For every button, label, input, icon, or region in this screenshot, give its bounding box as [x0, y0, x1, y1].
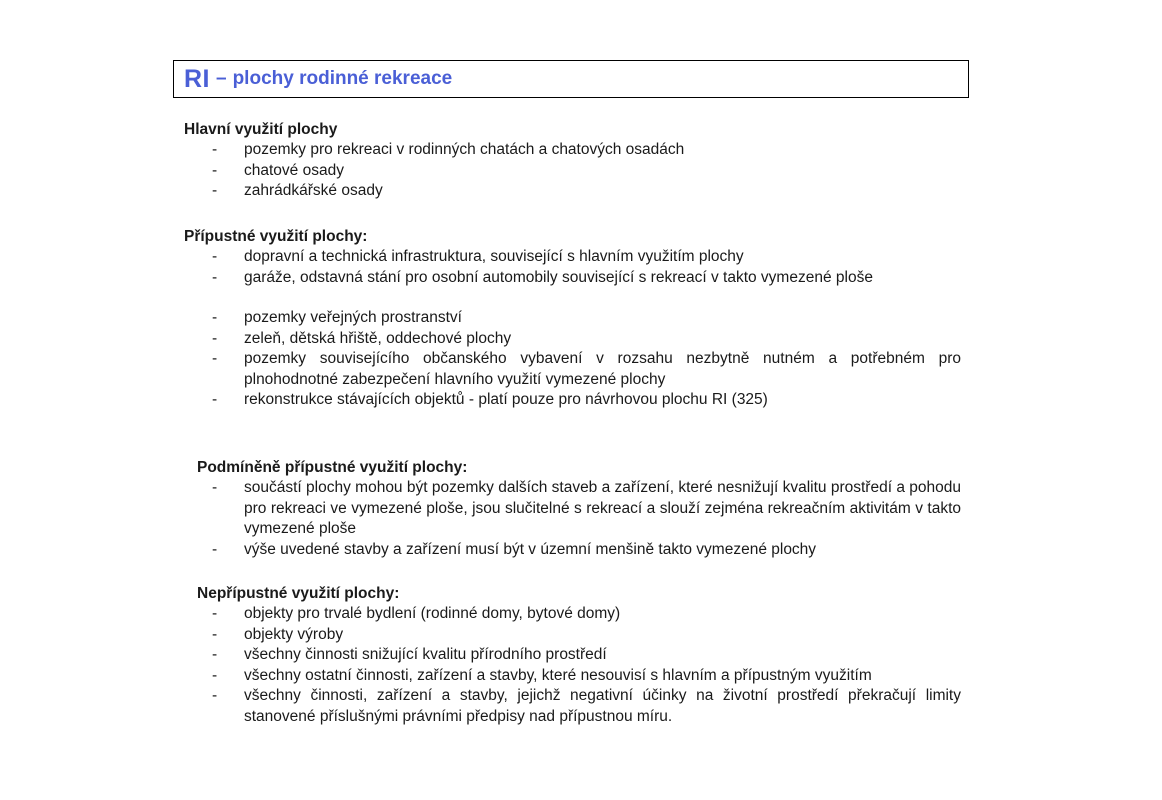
title-dash: – — [216, 68, 227, 89]
bullet-dash: - — [212, 350, 218, 367]
section-heading: Přípustné využití plochy: — [184, 228, 368, 245]
list-item — [184, 540, 961, 561]
title-code: RI — [184, 64, 210, 93]
list-item-text: dopravní a technická infrastruktura, související s hlavním využitím plochy — [244, 248, 744, 265]
list-item-text: garáže, odstavná stání pro osobní automobily související s rekreací v takto vymezené ploše — [244, 268, 873, 286]
page-title: plochy rodinné rekreace — [232, 68, 453, 89]
bullet-dash: - — [212, 479, 218, 496]
list-item — [184, 666, 961, 687]
section-permitted-use — [184, 227, 984, 411]
list-item-text: pozemky pro rekreaci v rodinných chatách a chatových osadách — [244, 141, 685, 158]
section-heading: Nepřípustné využití plochy: — [197, 585, 400, 602]
section-conditional-use — [184, 458, 984, 560]
title-box — [173, 60, 969, 98]
bullet-dash: - — [212, 666, 218, 684]
section-prohibited-use — [184, 584, 984, 727]
list-item-text: objekty pro trvalé bydlení (rodinné domy, bytové domy) — [244, 605, 621, 622]
list-item-text: objekty výroby — [244, 625, 344, 643]
bullet-dash: - — [212, 329, 218, 347]
section-heading: Podmíněně přípustné využití plochy: — [197, 459, 468, 476]
list-item-text: pozemky souvisejícího občanského vybavení v rozsahu nezbytně nutném a potřebném pro plnohodnotné zabezpečení hlavního využití vymezené plochy — [244, 350, 961, 388]
list-item-text: součástí plochy mohou být pozemky dalších staveb a zařízení, které nesnižují kvalitu prostředí a pohodu pro rekreaci ve vymezené ploše, jsou slučitelné s rekreací a slouží zejména rekreačním aktivitám v takto vymezené ploše — [244, 479, 961, 537]
bullet-dash: - — [212, 687, 218, 704]
list-item-text: výše uvedené stavby a zařízení musí být v územní menšině takto vymezené plochy — [244, 540, 817, 558]
list-item-text: pozemky veřejných prostranství — [244, 309, 462, 326]
list-item — [184, 478, 961, 540]
list-item — [184, 604, 961, 625]
list-item — [184, 329, 961, 350]
item-list — [184, 140, 984, 202]
bullet-dash: - — [212, 161, 218, 179]
list-item-text: všechny činnosti, zařízení a stavby, jejichž negativní účinky na životní prostředí překračují limity stanovené příslušnými právními předpisy nad přípustnou míru. — [244, 687, 961, 725]
bullet-dash: - — [212, 309, 218, 326]
bullet-dash: - — [212, 605, 218, 622]
list-item-text: rekonstrukce stávajících objektů - platí pouze pro návrhovou plochu RI (325) — [244, 391, 768, 408]
list-item — [184, 161, 961, 182]
bullet-dash: - — [212, 182, 218, 199]
section-heading: Hlavní využití plochy — [184, 121, 338, 138]
bullet-dash: - — [212, 646, 218, 663]
bullet-dash: - — [212, 248, 218, 265]
bullet-dash: - — [212, 141, 218, 158]
list-item — [184, 247, 961, 268]
bullet-dash: - — [212, 540, 218, 558]
list-item — [184, 390, 961, 411]
list-item-text: všechny činnosti snižující kvalitu přírodního prostředí — [244, 646, 607, 663]
list-item — [184, 181, 961, 202]
list-item — [184, 349, 961, 390]
list-item — [184, 268, 961, 289]
list-item — [184, 686, 961, 727]
bullet-dash: - — [212, 268, 218, 286]
list-item-text: všechny ostatní činnosti, zařízení a stavby, které nesouvisí s hlavním a přípustným využitím — [244, 666, 872, 684]
bullet-dash: - — [212, 625, 218, 643]
item-list — [184, 604, 984, 727]
section-main-use — [184, 120, 984, 202]
list-item-text: zahrádkářské osady — [244, 182, 383, 199]
item-list — [184, 478, 984, 560]
list-item — [184, 308, 961, 329]
list-item-text: chatové osady — [244, 161, 344, 179]
list-item — [184, 645, 961, 666]
item-list — [184, 247, 984, 411]
list-item — [184, 625, 961, 646]
bullet-dash: - — [212, 391, 218, 408]
list-item — [184, 140, 961, 161]
list-item-text: zeleň, dětská hřiště, oddechové plochy — [244, 329, 512, 347]
